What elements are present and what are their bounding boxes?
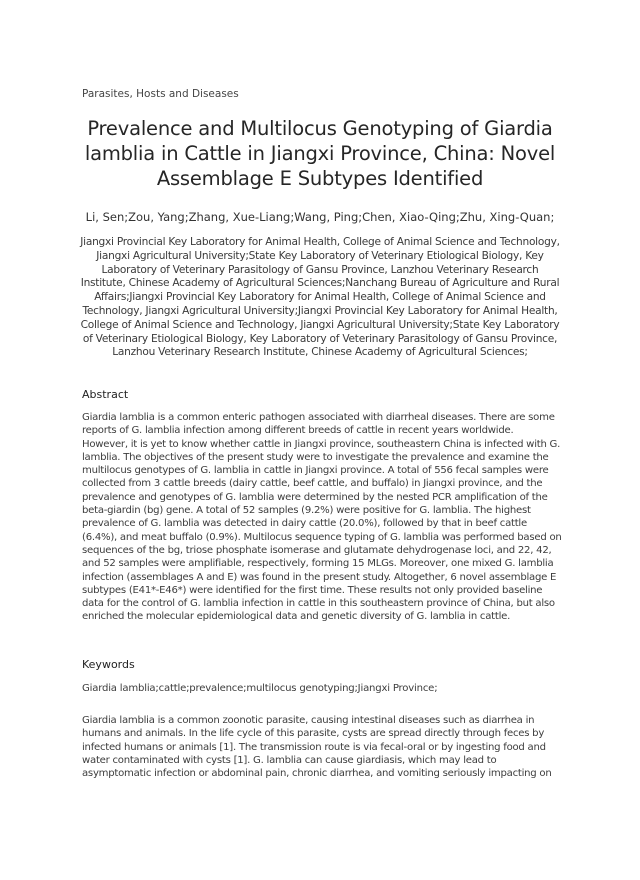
keywords-heading: Keywords bbox=[82, 658, 135, 671]
journal-name: Parasites, Hosts and Diseases bbox=[82, 88, 239, 100]
affiliations: Jiangxi Provincial Key Laboratory for Animal Health, College of Animal Science and Technology, Jiangxi Agricultural University;State Key Laboratory of Veterinary Etiological Biology, Key Laboratory of Veterinary Parasitology of Gansu Province, Lanzhou Veterinary Research Institute, Chinese Academy of Agricultural Sciences;Nanchang Bureau of Agriculture and Rural Affairs;Jiangxi Provincial Key Laboratory for Animal Health, College of Animal Science and Technology, Jiangxi Agricultural University;Jiangxi Provincial Key Laboratory for Animal Health, College of Animal Science and Technology, Jiangxi Agricultural University;State Key Laboratory of Veterinary Etiological Biology, Key Laboratory of Veterinary Parasitology of Gansu Province, Lanzhou Veterinary Research Institute, Chinese Academy of Agricultural Sciences; bbox=[80, 236, 560, 359]
author-list: Li, Sen;Zou, Yang;Zhang, Xue-Liang;Wang, Ping;Chen, Xiao-Qing;Zhu, Xing-Quan; bbox=[85, 210, 555, 224]
paper-title: Prevalence and Multilocus Genotyping of Giardia lamblia in Cattle in Jiangxi Province, China: Novel Assemblage E Subtypes Identified bbox=[84, 117, 556, 190]
keywords-text: Giardia lamblia;cattle;prevalence;multilocus genotyping;Jiangxi Province; bbox=[82, 683, 438, 694]
abstract-text: Giardia lamblia is a common enteric pathogen associated with diarrheal diseases. There are some reports of G. lamblia infection among different breeds of cattle in recent years worldwide. However, it is yet to know whether cattle in Jiangxi province, southeastern China is infected with G. lamblia. The objectives of the present study were to investigate the prevalence and examine the multilocus genotypes of G. lamblia in cattle in Jiangxi province. A total of 556 fecal samples were collected from 3 cattle breeds (dairy cattle, beef cattle, and buffalo) in Jiangxi province, and the prevalence and genotypes of G. lamblia were determined by the nested PCR amplification of the beta-giardin (bg) gene. A total of 52 samples (9.2%) were positive for G. lamblia. The highest prevalence of G. lamblia was detected in dairy cattle (20.0%), followed by that in beef cattle (6.4%), and meat buffalo (0.9%). Multilocus sequence typing of G. lamblia was performed based on sequences of the bg, triose phosphate isomerase and glutamate dehydrogenase loci, and 22, 42, and 52 samples were amplifiable, respectively, forming 15 MLGs. Moreover, one mixed G. lamblia infection (assemblages A and E) was found in the present study. Altogether, 6 novel assemblage E subtypes (E41*-E46*) were identified for the first time. These results not only provided baseline data for the control of G. lamblia infection in cattle in this southeastern province of China, but also enriched the molecular epidemiological data and genetic diversity of G. lamblia in cattle. bbox=[82, 412, 562, 623]
abstract-heading: Abstract bbox=[82, 388, 129, 401]
introduction-text: Giardia lamblia is a common zoonotic parasite, causing intestinal diseases such as diarrhea in humans and animals. In the life cycle of this parasite, cysts are spread directly through feces by infected humans or animals [1]. The transmission route is via fecal-oral or by ingesting food and water contaminated with cysts [1]. G. lamblia can cause giardiasis, which may lead to asymptomatic infection or abdominal pain, chronic diarrhea, and vomiting seriously impacting on bbox=[82, 715, 552, 780]
